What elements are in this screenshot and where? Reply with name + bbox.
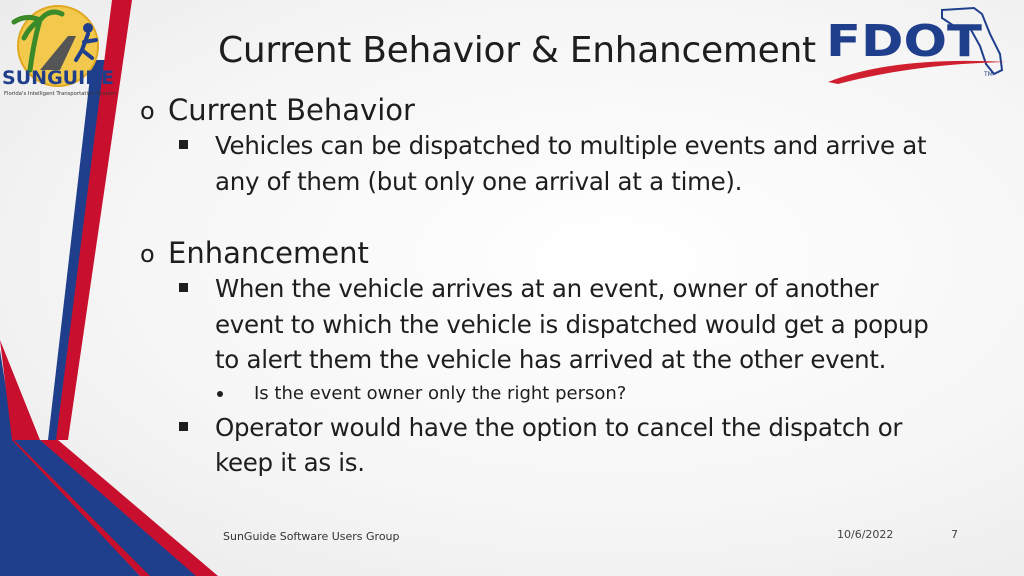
square-bullet-icon: [179, 283, 188, 292]
circle-bullet-icon: o: [140, 97, 155, 125]
bullet-vehicle-arrives: [215, 271, 970, 378]
bullet-text: Operator would have the option to cancel the dispatch or: [215, 412, 903, 442]
bullet-text: event to which the vehicle is dispatched would get a popup: [215, 309, 929, 339]
runner-icon: [83, 23, 93, 33]
square-bullet-icon: [179, 140, 188, 149]
section-heading-text: Current Behavior: [168, 93, 415, 127]
bullet-text: When the vehicle arrives at an event, owner of another: [215, 274, 879, 303]
bullet-vehicles-dispatched: [215, 128, 970, 199]
spacer: [140, 199, 970, 235]
footer-text: SunGuide Software Users Group: [223, 530, 400, 543]
square-bullet-icon: [179, 422, 188, 431]
slide-number: 7: [951, 528, 958, 541]
bullet-text: keep it as is.: [215, 448, 365, 477]
sunguide-logo: [0, 0, 122, 104]
bullet-text: Vehicles can be dispatched to multiple events and arrive at: [215, 131, 927, 160]
fdot-tm-mark: TM: [984, 71, 993, 78]
sub-bullet-event-owner: [254, 378, 970, 410]
slide-content: [140, 92, 970, 481]
slide-title: Current Behavior & Enhancement: [218, 30, 816, 71]
fdot-logo: [824, 4, 1016, 84]
section-heading-current-behavior: [140, 92, 970, 128]
bullet-text: to alert them the vehicle has arrived at the other event.: [215, 345, 887, 374]
dot-bullet-icon: [217, 391, 223, 397]
bullet-operator-option: [215, 410, 970, 481]
circle-bullet-icon: o: [140, 240, 155, 268]
fdot-logo-text: FDOT: [826, 16, 982, 67]
bullet-text: any of them (but only one arrival at a time).: [215, 166, 743, 196]
section-heading-text: Enhancement: [168, 236, 369, 270]
section-heading-enhancement: [140, 235, 970, 271]
sunguide-tagline: Florida's Intelligent Transportation System: [4, 91, 116, 97]
footer-date: 10/6/2022: [837, 528, 894, 541]
sunguide-logo-text: SUNGUIDE: [2, 67, 114, 89]
sub-bullet-text: Is the event owner only the right person?: [254, 382, 627, 404]
